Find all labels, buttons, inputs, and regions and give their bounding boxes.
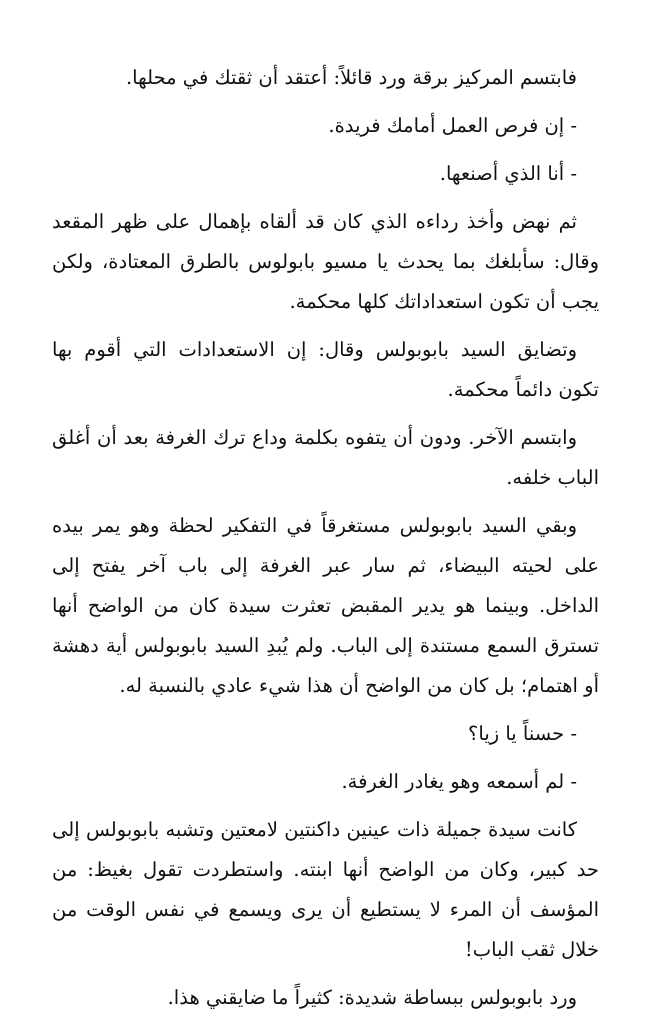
paragraph-2: ثم نهض وأخذ رداءه الذي كان قد ألقاه بإهمال على ظهر المقعد وقال: سأبلغك بما يحدث يا مسيو بابولوس بالطرق المعتادة، ولكن يجب أن تكون استعداداتك كلها محكمة.	[52, 210, 599, 313]
book-page	[52, 58, 599, 1026]
dialogue-line-4: - لم أسمعه وهو يغادر الغرفة.	[341, 770, 577, 793]
paragraph-7: ورد بابوبولس ببساطة شديدة: كثيراً ما ضايقني هذا.	[167, 986, 577, 1009]
paragraph-6: كانت سيدة جميلة ذات عينين داكنتين لامعتين وتشبه بابوبولس إلى حد كبير، وكان من الواضح أنها ابنته. واستطردت تقول بغيظ: من المؤسف أن المرء لا يستطيع أن يرى ويسمع في نفس الوقت من خلال ثقب الباب!	[52, 818, 599, 961]
paragraph-5: وبقي السيد بابوبولس مستغرقاً في التفكير لحظة وهو يمر بيده على لحيته البيضاء، ثم سار عبر الغرفة إلى باب آخر يفتح إلى الداخل. وبينما هو يدير المقبض تعثرت سيدة كان من الواضح أنها تسترق السمع مستندة إلى الباب. ولم يُبدِ السيد بابوبولس أية دهشة أو اهتمام؛ بل كان من الواضح أن هذا شيء عادي بالنسبة له.	[52, 514, 599, 697]
paragraph-1: فابتسم المركيز برقة ورد قائلاً: أعتقد أن ثقتك في محلها.	[125, 66, 577, 89]
paragraph-4: وابتسم الآخر. ودون أن يتفوه بكلمة وداع ترك الغرفة بعد أن أغلق الباب خلفه.	[52, 426, 599, 489]
paragraph-3: وتضايق السيد بابوبولس وقال: إن الاستعدادات التي أقوم بها تكون دائماً محكمة.	[52, 338, 599, 401]
dialogue-line-2: - أنا الذي أصنعها.	[439, 162, 577, 185]
dialogue-line-3: - حسناً يا زيا؟	[468, 722, 577, 745]
dialogue-line-1: - إن فرص العمل أمامك فريدة.	[328, 114, 577, 137]
